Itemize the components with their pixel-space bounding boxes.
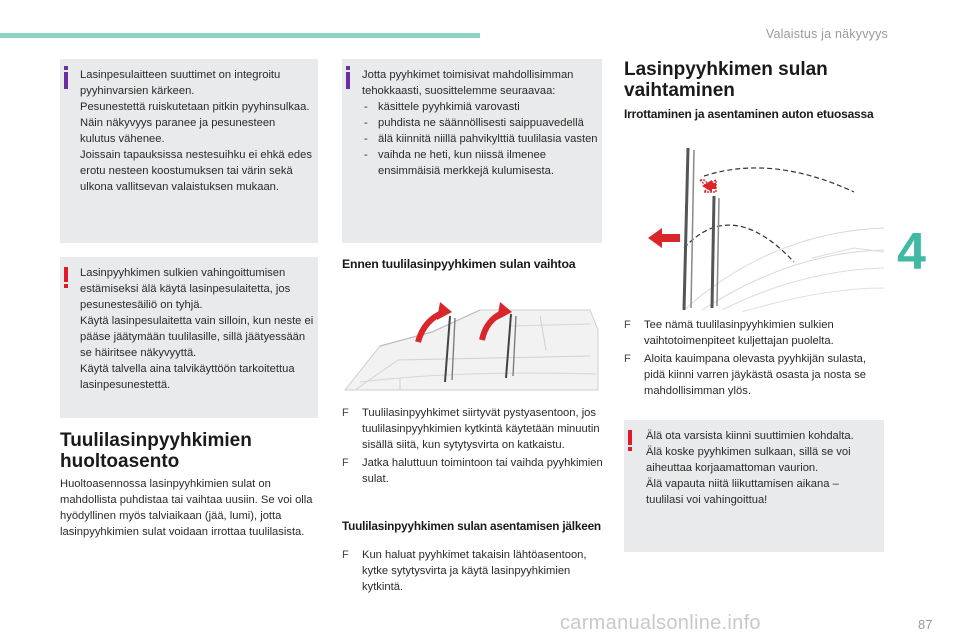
info-icon <box>346 72 350 89</box>
bullet-icon: F <box>624 319 631 331</box>
list-item <box>342 547 604 595</box>
subheading-front-removal: Irrottaminen ja asentaminen auton etuosassa <box>624 107 874 121</box>
info-intro: Jotta pyyhkimet toimisivat mahdollisimman tehokkaasti, suosittelemme seuraavaa: <box>362 69 574 97</box>
info-text: Joissain tapauksissa nestesuihku ei ehkä edes erotu nesteen koostumuksen tai värin sekä ulkona vallitsevan valaistuksen mukaan. <box>80 149 312 193</box>
info-text: Lasinpesulaitteen suuttimet on integroitu pyyhinvarsien kärkeen. <box>80 69 281 97</box>
bullet-icon: F <box>342 457 349 469</box>
service-position-paragraph: Huoltoasennossa lasinpyyhkimien sulat on mahdollista puhdistaa tai vaihtaa uusiin. Se voi olla hyödyllinen myös talviaikaan (jää, lumi), jotta lasinpyyhkimien sulat voidaan irrottaa tuulilasista. <box>60 478 313 538</box>
section-title: Valaistus ja näkyvyys <box>765 27 888 41</box>
chapter-number: 4 <box>897 223 926 281</box>
bullet-icon: F <box>342 549 349 561</box>
warning-text: Älä koske pyyhkimen sulkaan, sillä se voi aiheuttaa korjaamattoman vaurion. <box>646 446 851 474</box>
step-text: Tee nämä tuulilasinpyyhkimien sulkien vaihtotoimenpiteet kuljettajan puolelta. <box>644 319 834 347</box>
warning-box-blade <box>624 420 884 552</box>
bullet-icon: F <box>624 353 631 365</box>
list-item: - käsittele pyyhkimiä varovasti <box>362 99 598 115</box>
list-item: - älä kiinnitä niillä pahvikylttiä tuulilasia vasten <box>362 131 598 147</box>
list-item: - puhdista ne säännöllisesti saippuavedellä <box>362 115 598 131</box>
warning-text: Älä vapauta niitä liikuttamisen aikana – tuulilasi voi vahingoittua! <box>646 478 839 506</box>
page-number: 87 <box>918 617 933 632</box>
info-box-washer-nozzles <box>60 59 318 243</box>
heading-blade-replacement: Lasinpyyhkimen sulan vaihtaminen <box>624 59 828 101</box>
info-icon <box>64 72 68 89</box>
watermark: carmanualsonline.info <box>560 612 761 634</box>
replacement-steps <box>624 317 886 401</box>
top-accent-bar <box>0 33 480 38</box>
info-box-wiper-care <box>342 59 602 243</box>
after-installation-steps <box>342 547 604 597</box>
warning-icon <box>628 430 632 445</box>
warning-box-washer <box>60 257 318 418</box>
step-text: Kun haluat pyyhkimet takaisin lähtöasentoon, kytke sytytysvirta ja käytä lasinpyyhkimien kytkintä. <box>362 549 587 593</box>
heading-before-replacement: Ennen tuulilasinpyyhkimen sulan vaihtoa <box>342 257 576 271</box>
list-item: - vaihda ne heti, kun niissä ilmenee ensimmäisiä merkkejä kulumisesta. <box>362 147 598 179</box>
before-replacement-steps <box>342 405 604 489</box>
step-text: Tuulilasinpyyhkimet siirtyvät pystyasentoon, jos tuulilasinpyyhkimien kytkintä käytetään minuutin sisällä siitä, kun sytytysvirta on katkaistu. <box>362 407 600 451</box>
list-item <box>342 455 604 487</box>
bullet-icon: F <box>342 407 349 419</box>
warning-text: Älä ota varsista kiinni suuttimien kohdalta. <box>646 430 854 442</box>
heading-after-installation: Tuulilasinpyyhkimen sulan asentamisen jälkeen <box>342 519 601 533</box>
info-text: Pesunestettä ruiskutetaan pitkin pyyhinsulkaa. Näin näkyvyys paranee ja pesunesteen kulutus vähenee. <box>80 101 310 145</box>
step-text: Aloita kauimpana olevasta pyyhkijän sulasta, pidä kiinni varren jäykästä osasta ja nosta se mahdollisimman ylös. <box>644 353 867 397</box>
list-item <box>624 317 886 349</box>
list-item <box>342 405 604 453</box>
step-text: Jatka haluttuun toimintoon tai vaihda pyyhkimien sulat. <box>362 457 603 485</box>
care-list <box>362 99 598 179</box>
warning-text: Lasinpyyhkimen sulkien vahingoittumisen estämiseksi älä käytä lasinpesulaitetta, jos pesunestesäiliö on tyhjä. <box>80 267 291 311</box>
warning-text: Käytä lasinpesulaitetta vain silloin, kun neste ei pääse jäätymään tuulilasille, sillä jäätyessään se häiritsee näkyvyyttä. <box>80 315 314 359</box>
wiper-removal-illustration <box>622 140 884 312</box>
heading-service-position: Tuulilasinpyyhkimien huoltoasento <box>60 430 252 472</box>
wiper-raise-illustration <box>340 290 602 398</box>
warning-text: Käytä talvella aina talvikäyttöön tarkoitettua lasinpesunestettä. <box>80 363 295 391</box>
list-item <box>624 351 886 399</box>
warning-icon <box>64 267 68 282</box>
